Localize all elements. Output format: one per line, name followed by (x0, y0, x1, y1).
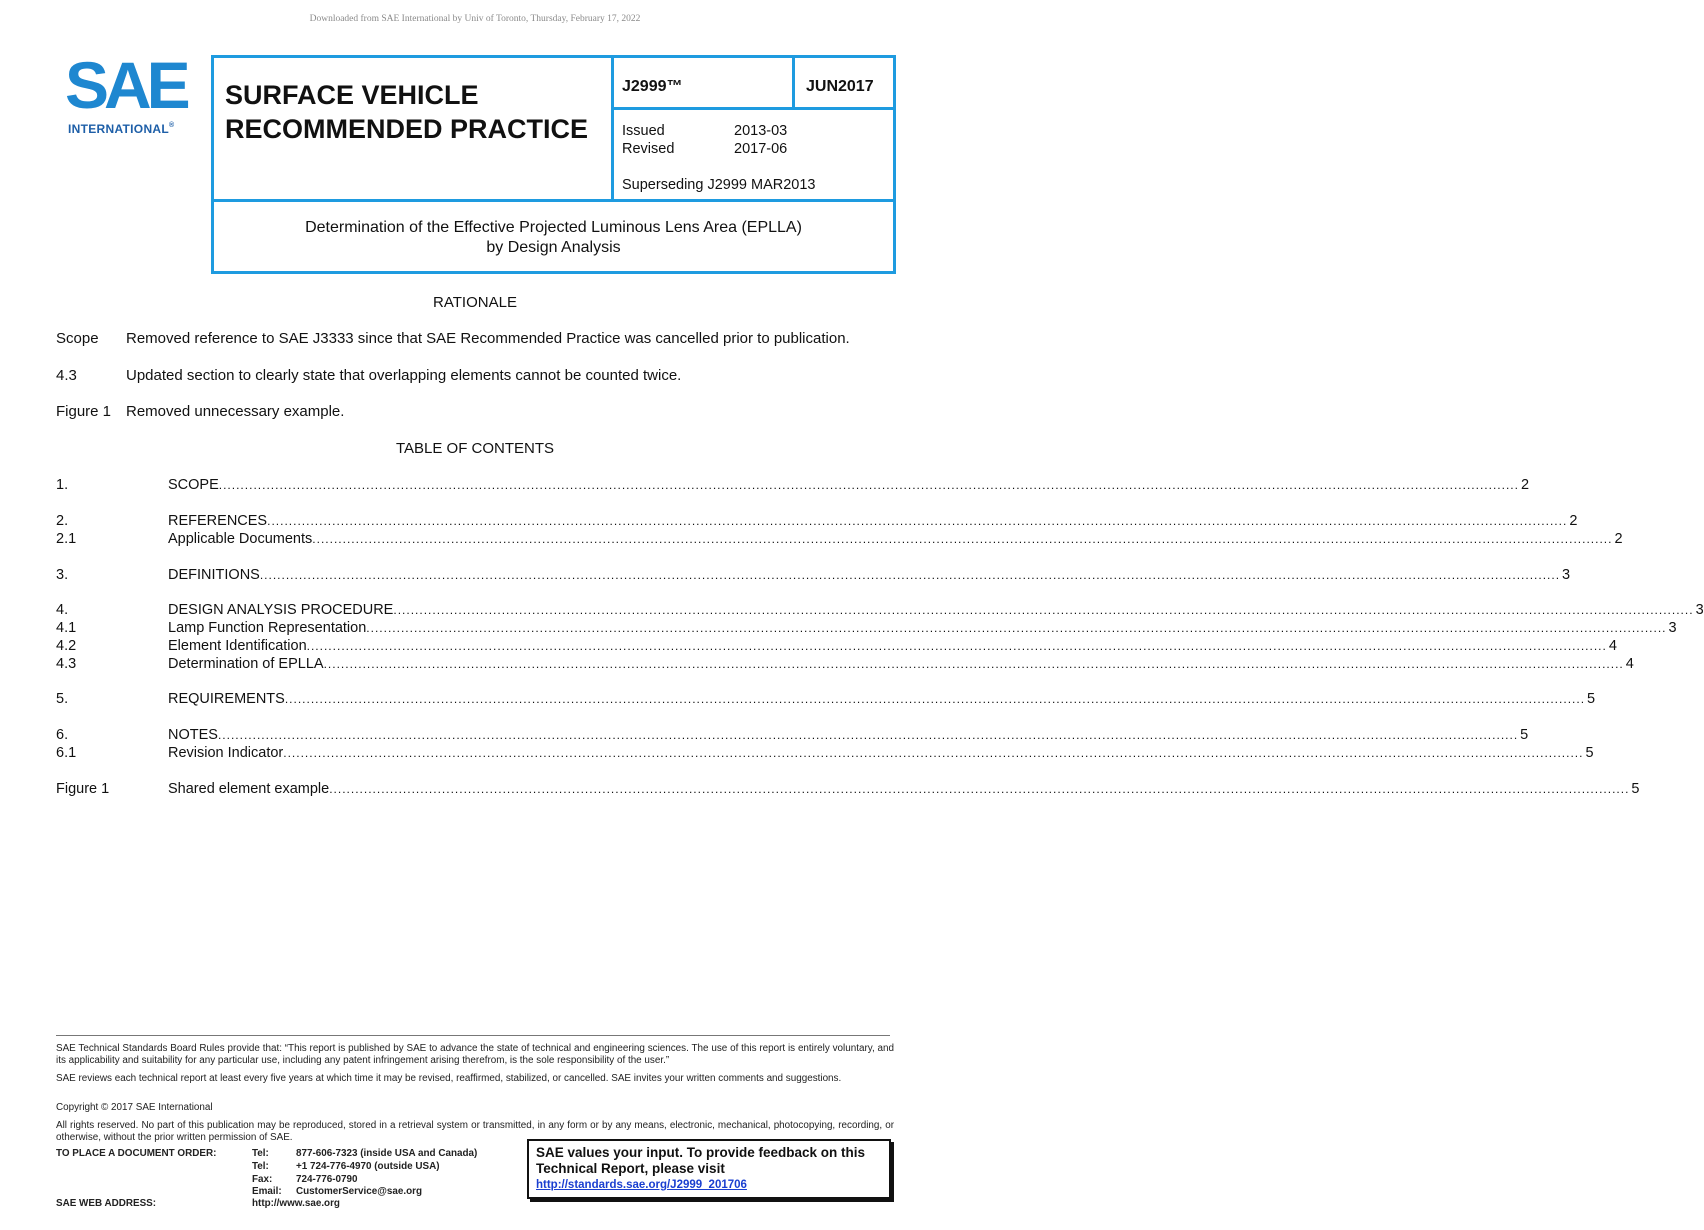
review-note-text: SAE reviews each technical report at least every five years at which time it may be revised, reaffirmed, stabilized, or cancelled. SAE invites your written comments and suggestions. (56, 1073, 842, 1084)
contact-label: Email: (252, 1186, 282, 1197)
feedback-box (527, 1139, 891, 1199)
toc-entry[interactable]: 5. REQUIREMENTS ............................................................................................................................................................................................................................................................................................................ 5 (56, 691, 1596, 707)
toc-leader: ............................................................................................................................................................................................................................................................................................................ (366, 621, 1667, 635)
issue-box (611, 107, 896, 202)
sae-logo (65, 48, 195, 138)
download-note: Downloaded from SAE International by Univ of Toronto, Thursday, February 17, 2022 (309, 14, 641, 24)
footer-divider (56, 1035, 890, 1036)
email-address[interactable]: CustomerService@sae.org (296, 1186, 422, 1197)
toc-entry[interactable]: 2. REFERENCES ............................................................................................................................................................................................................................................................................................................ 2 (56, 513, 1578, 529)
contact-value: 724-776-0790 (296, 1174, 358, 1185)
rights-text: All rights reserved. No part of this publication may be reproduced, stored in a retrieval system or transmitted, in any form or by any means, electronic, mechanical, photocopying, recording, or otherwise, without the prior written permission of SAE. (56, 1120, 894, 1143)
rationale-heading: RATIONALE (433, 294, 517, 311)
toc-leader: ............................................................................................................................................................................................................................................................................................................ (259, 568, 1561, 582)
revised-value: 2017-06 (734, 141, 788, 157)
toc-entry[interactable]: 2.1 Applicable Documents ............................................................................................................................................................................................................................................................................................................ 2 (56, 531, 1623, 547)
web-label: SAE WEB ADDRESS: (56, 1198, 157, 1209)
contact-value: +1 724-776-4970 (outside USA) (296, 1161, 440, 1172)
toc-leader: ............................................................................................................................................................................................................................................................................................................ (312, 532, 1613, 546)
toc-heading: TABLE OF CONTENTS (395, 440, 555, 457)
toc-leader: ............................................................................................................................................................................................................................................................................................................ (283, 746, 1584, 760)
document-type-title: SURFACE VEHICLE RECOMMENDED PRACTICE (225, 80, 589, 144)
copyright-text: Copyright © 2017 SAE International (56, 1102, 213, 1113)
toc-leader: ............................................................................................................................................................................................................................................................................................................ (329, 782, 1630, 796)
board-rules-text: SAE Technical Standards Board Rules provide that: “This report is published by SAE to advance the state of technical and engineering sciences. The use of this report is entirely voluntary, and its applicability and suitability for any particular use, including any patent infringement arising therefrom, is the sole responsibility of the user.” (56, 1043, 894, 1066)
title-box (211, 55, 614, 202)
revised-label: Revised (622, 141, 675, 157)
contact-value: 877-606-7323 (inside USA and Canada) (296, 1148, 478, 1159)
toc-entry[interactable]: 4. DESIGN ANALYSIS PROCEDURE ............................................................................................................................................................................................................................................................................................................ 3 (56, 602, 1704, 618)
logo-subtitle: INTERNATIONAL® (68, 122, 175, 136)
doc-number-box (611, 55, 795, 110)
toc-entry[interactable]: 3. DEFINITIONS ............................................................................................................................................................................................................................................................................................................ 3 (56, 567, 1571, 583)
doc-number: J2999™ (622, 78, 683, 95)
contact-label: Fax: (252, 1174, 273, 1185)
toc-entry[interactable]: 4.3 Determination of EPLLA ............................................................................................................................................................................................................................................................................................................ 4 (56, 656, 1634, 672)
description-box (211, 199, 896, 274)
toc-leader: ............................................................................................................................................................................................................................................................................................................ (393, 603, 1694, 617)
issued-label: Issued (622, 123, 665, 139)
order-label: TO PLACE A DOCUMENT ORDER: (56, 1148, 217, 1159)
toc-entry[interactable]: Figure 1 Shared element example ............................................................................................................................................................................................................................................................................................................ 5 (56, 781, 1640, 797)
doc-date: JUN2017 (806, 78, 874, 95)
toc-leader: ............................................................................................................................................................................................................................................................................................................ (217, 728, 1519, 742)
web-address-link[interactable]: http://www.sae.org (252, 1198, 340, 1209)
feedback-link[interactable]: http://standards.sae.org/J2999_201706 (536, 1179, 747, 1191)
toc-leader: ............................................................................................................................................................................................................................................................................................................ (323, 657, 1624, 671)
contact-label: Tel: (252, 1148, 269, 1159)
superseding: Superseding J2999 MAR2013 (622, 177, 816, 193)
toc-leader: ............................................................................................................................................................................................................................................................................................................ (218, 478, 1519, 492)
logo-letters: SAE (65, 48, 186, 122)
toc-entry[interactable]: 6.1 Revision Indicator ............................................................................................................................................................................................................................................................................................................ 5 (56, 745, 1594, 761)
document-description: Determination of the Effective Projected Luminous Lens Area (EPLLA) by Design Analysis (305, 219, 802, 256)
toc-entry[interactable]: 6. NOTES ............................................................................................................................................................................................................................................................................................................ 5 (56, 727, 1529, 743)
doc-date-box (792, 55, 896, 110)
toc-leader: ............................................................................................................................................................................................................................................................................................................ (306, 639, 1607, 653)
feedback-line2: Technical Report, please visit (536, 1161, 725, 1176)
issued-value: 2013-03 (734, 123, 788, 139)
contact-label: Tel: (252, 1161, 269, 1172)
toc-leader: ............................................................................................................................................................................................................................................................................................................ (284, 692, 1586, 706)
toc-entry[interactable]: 4.1 Lamp Function Representation ............................................................................................................................................................................................................................................................................................................ 3 (56, 620, 1677, 636)
toc-entry[interactable]: 1. SCOPE ............................................................................................................................................................................................................................................................................................................ 2 (56, 477, 1530, 493)
toc-entry[interactable]: 4.2 Element Identification ............................................................................................................................................................................................................................................................................................................ 4 (56, 638, 1617, 654)
feedback-line1: SAE values your input. To provide feedback on this (536, 1145, 866, 1160)
toc-leader: ............................................................................................................................................................................................................................................................................................................ (267, 514, 1568, 528)
